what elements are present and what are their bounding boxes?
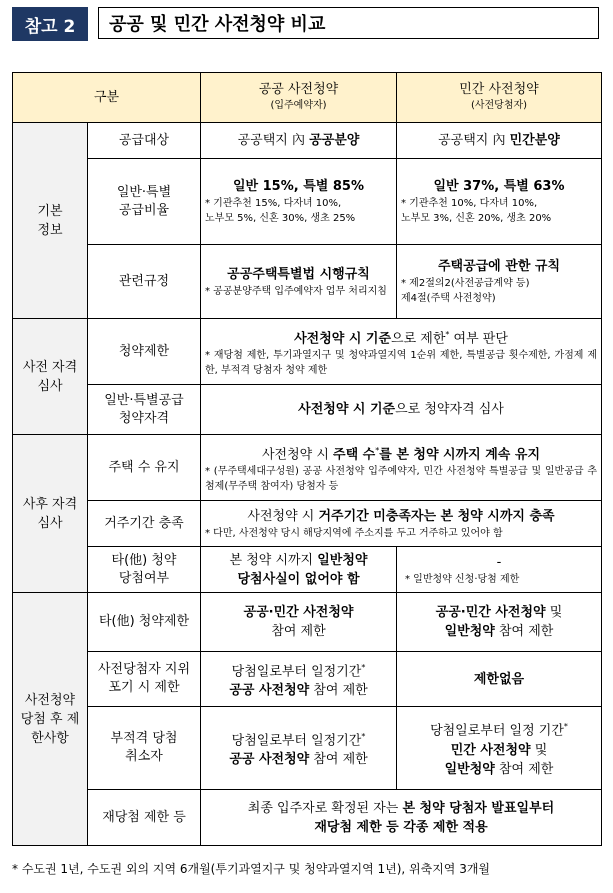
merged-cell: 사전청약 시 주택 수*를 본 청약 시까지 계속 유지 * (무주택세대구성원) 공공 사전청약 입주예약자, 민간 사전청약 특별공급 및 일반공급 추첨제(무주택 참여자) 당첨자 등 (201, 435, 602, 501)
public-cell: 일반 15%, 특별 85% * 기관추천 15%, 다자녀 10%, 노부모 5%, 신혼 30%, 생초 25% (201, 159, 397, 245)
public-cell: 당첨일로부터 일정기간* 공공 사전청약 참여 제한 (201, 707, 397, 790)
private-cell: 제한없음 (397, 652, 602, 707)
private-header: 민간 사전청약 (사전당첨자) (397, 73, 602, 123)
private-cell: 공공택지 內 민간분양 (397, 123, 602, 159)
merged-cell: 최종 입주자로 확정된 자는 본 청약 당첨자 발표일부터 재당첨 제한 등 각종 제한 적용 (201, 790, 602, 846)
row-label: 주택 수 유지 (88, 435, 201, 501)
row-label: 타(他) 청약제한 (88, 593, 201, 652)
public-header: 공공 사전청약 (입주예약자) (201, 73, 397, 123)
header-row (13, 73, 602, 123)
row-label: 타(他) 청약 당첨여부 (88, 547, 201, 593)
category-header: 구분 (13, 73, 201, 123)
footnote: * 수도권 1년, 수도권 외의 지역 6개월(투기과열지구 및 청약과열지역 1년), 위축지역 3개월 (12, 862, 491, 876)
table-row (13, 245, 602, 319)
row-label: 거주기간 충족 (88, 501, 201, 547)
row-label: 일반·특별공급 청약자격 (88, 385, 201, 435)
row-label: 관련규정 (88, 245, 201, 319)
page-title: 공공 및 민간 사전청약 비교 (98, 7, 599, 39)
table-row (13, 159, 602, 245)
table-row (13, 707, 602, 790)
private-cell: - * 일반청약 신청·당첨 제한 (397, 547, 602, 593)
row-label: 부적격 당첨 취소자 (88, 707, 201, 790)
merged-cell: 사전청약 시 기준으로 청약자격 심사 (201, 385, 602, 435)
row-label: 공급대상 (88, 123, 201, 159)
public-cell: 본 청약 시까지 일반청약 당첨사실이 없어야 함 (201, 547, 397, 593)
merged-cell: 사전청약 시 기준으로 제한* 여부 판단 * 재당첨 제한, 투기과열지구 및 청약과열지역 1순위 제한, 특별공급 횟수제한, 가점제 제한, 부적격 당첨자 청약 제한 (201, 319, 602, 385)
table-row (13, 123, 602, 159)
row-label: 사전당첨자 지위 포기 시 제한 (88, 652, 201, 707)
table-row (13, 652, 602, 707)
table-row (13, 319, 602, 385)
section-restrict: 사전청약 당첨 후 제한사항 (13, 593, 88, 846)
private-cell: 주택공급에 관한 규칙 * 제2절의2(사전공급계약 등) 제4절(주택 사전청약) (397, 245, 602, 319)
table-row (13, 435, 602, 501)
comparison-table (12, 72, 602, 846)
table-row (13, 790, 602, 846)
row-label: 청약제한 (88, 319, 201, 385)
section-post: 사후 자격심사 (13, 435, 88, 593)
table-row (13, 593, 602, 652)
table-row (13, 501, 602, 547)
public-cell: 공공·민간 사전청약 참여 제한 (201, 593, 397, 652)
table-row (13, 385, 602, 435)
private-cell: 공공·민간 사전청약 및 일반청약 참여 제한 (397, 593, 602, 652)
section-basic: 기본 정보 (13, 123, 88, 319)
header (12, 7, 601, 41)
public-cell: 당첨일로부터 일정기간* 공공 사전청약 참여 제한 (201, 652, 397, 707)
private-cell: 일반 37%, 특별 63% * 기관추천 10%, 다자녀 10%, 노부모 3%, 신혼 20%, 생초 20% (397, 159, 602, 245)
row-label: 재당첨 제한 등 (88, 790, 201, 846)
row-label: 일반·특별 공급비율 (88, 159, 201, 245)
reference-tag: 참고 2 (12, 7, 88, 41)
table-row (13, 547, 602, 593)
public-cell: 공공택지 內 공공분양 (201, 123, 397, 159)
private-cell: 당첨일로부터 일정 기간* 민간 사전청약 및 일반청약 참여 제한 (397, 707, 602, 790)
public-cell: 공공주택특별법 시행규칙 * 공공분양주택 입주예약자 업무 처리지침 (201, 245, 397, 319)
merged-cell: 사전청약 시 거주기간 미충족자는 본 청약 시까지 충족 * 다만, 사전청약 당시 해당지역에 주소지를 두고 거주하고 있어야 함 (201, 501, 602, 547)
section-pre: 사전 자격심사 (13, 319, 88, 435)
